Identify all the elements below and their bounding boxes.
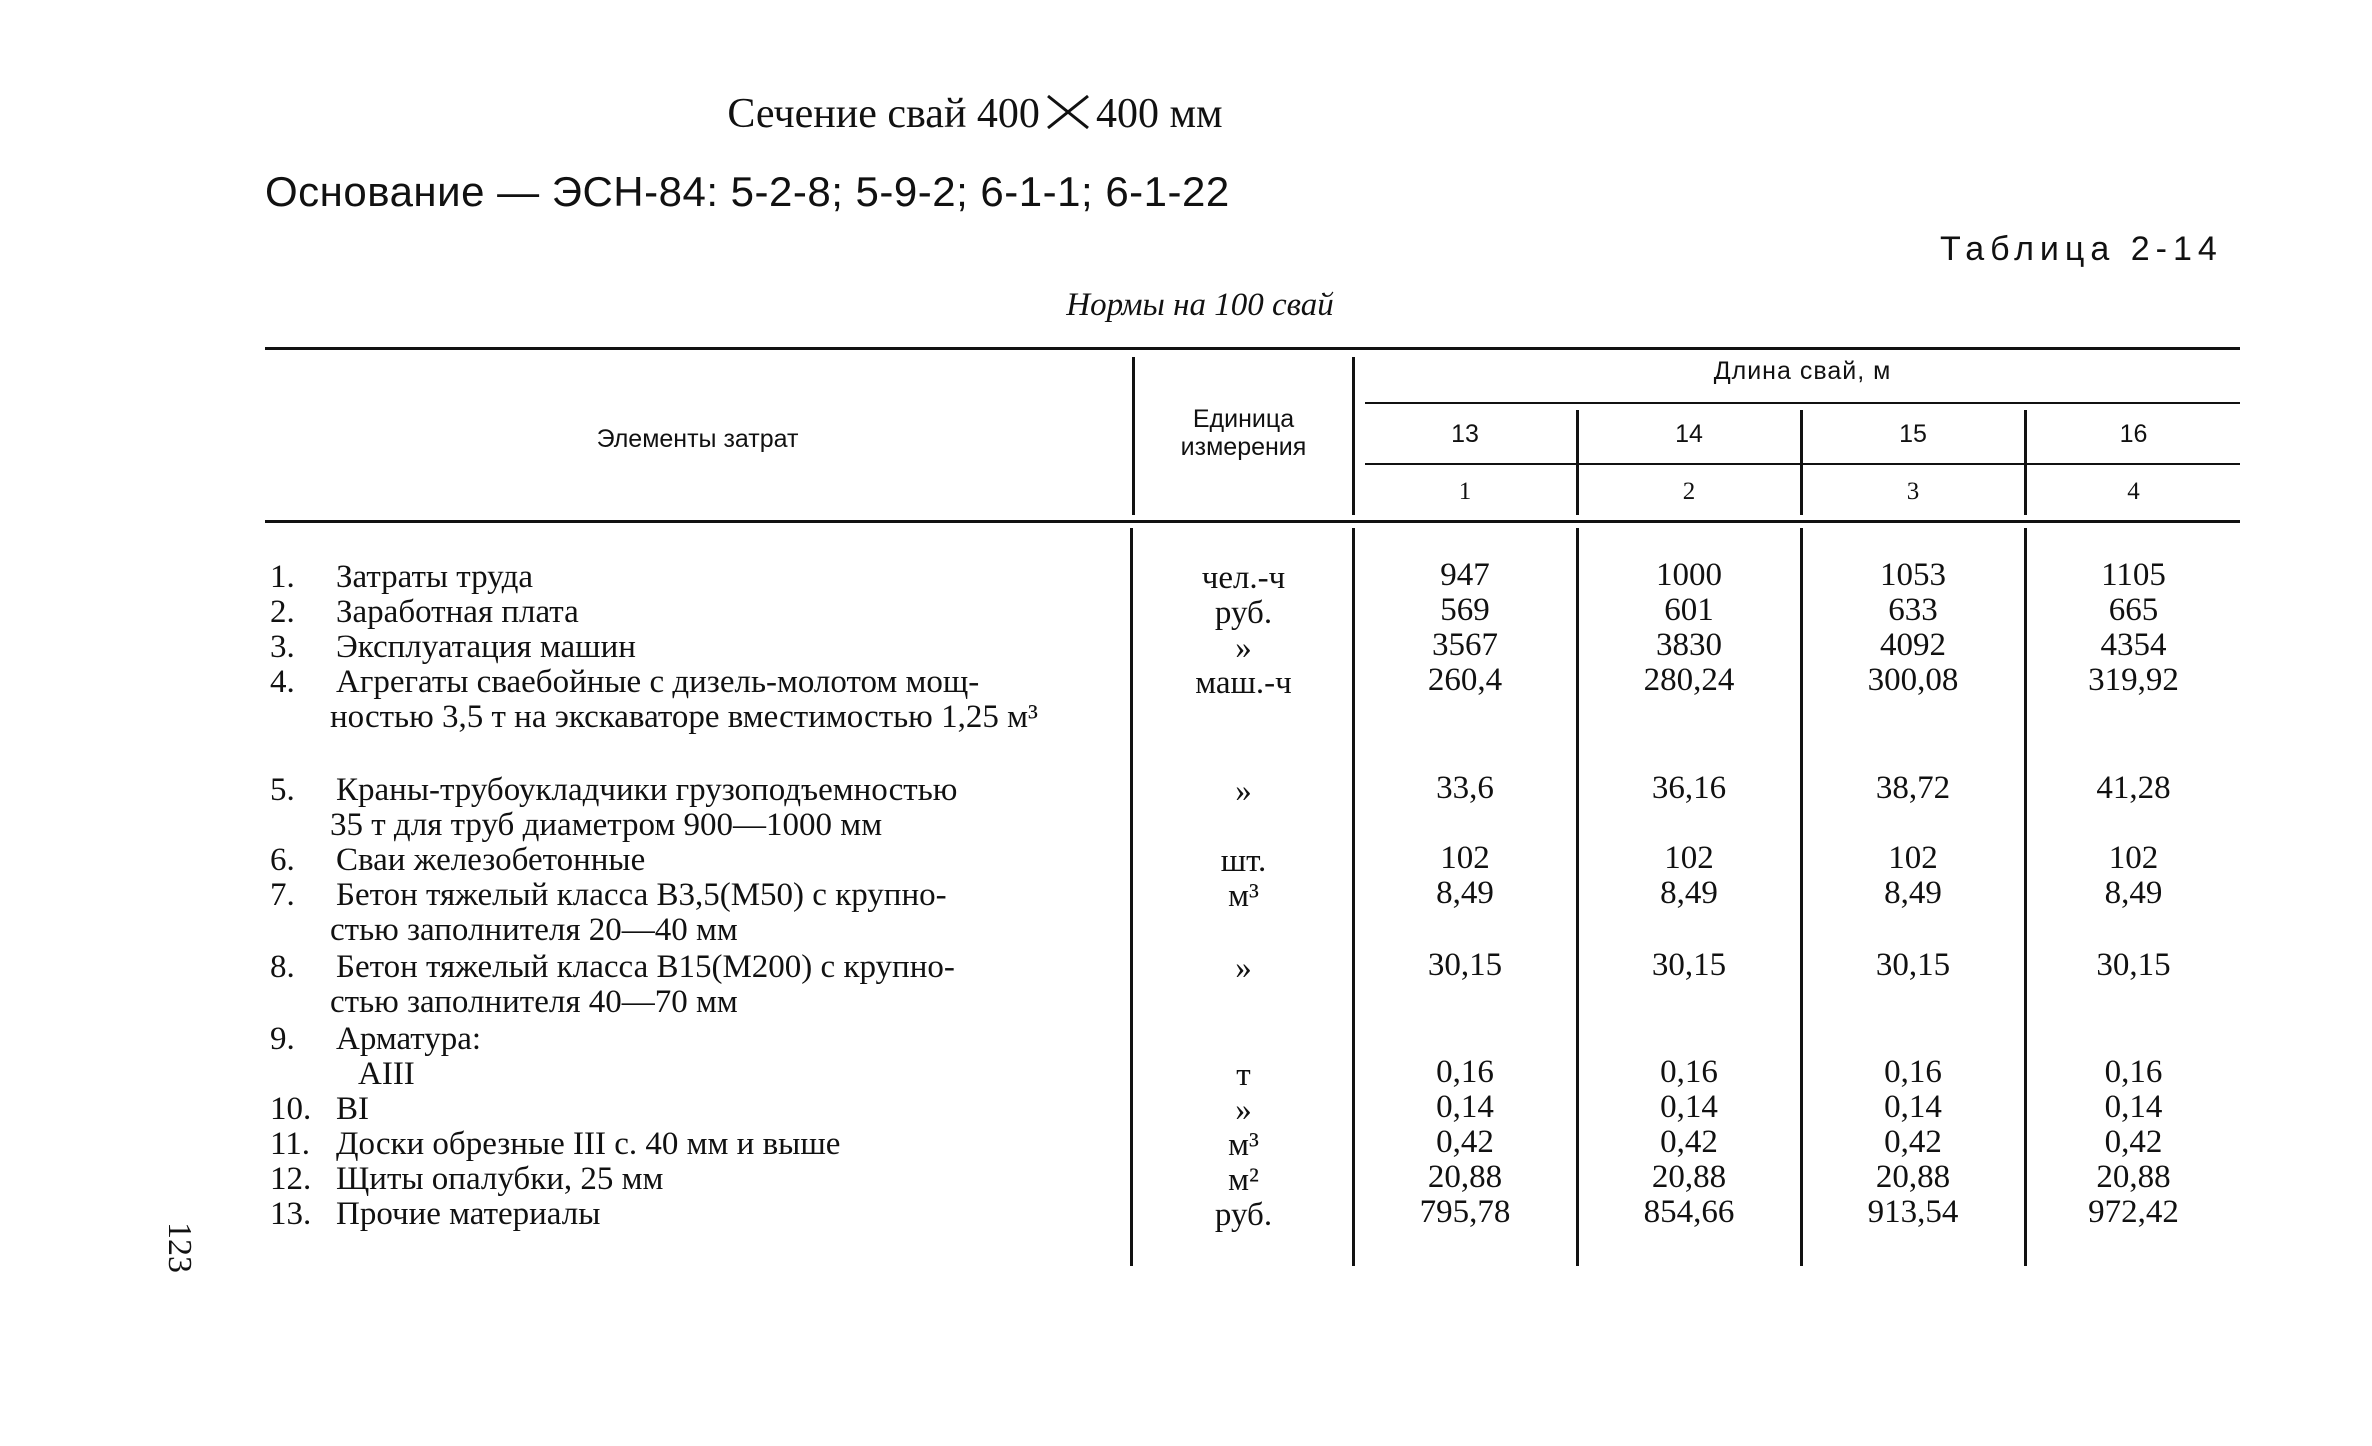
row-value: 8,49 xyxy=(1884,875,1942,911)
col-header-length: 14 xyxy=(1675,420,1703,448)
row-unit: » xyxy=(1235,950,1252,986)
row-number: 12. xyxy=(270,1161,312,1197)
row-value: 4092 xyxy=(1880,627,1946,663)
row-value: 0,14 xyxy=(1660,1089,1718,1125)
norms-caption: Нормы на 100 свай xyxy=(1066,287,1334,323)
row-value: 1000 xyxy=(1656,557,1722,593)
row-number: 10. xyxy=(270,1091,312,1127)
row-unit: шт. xyxy=(1220,843,1267,879)
row-number: 11. xyxy=(270,1126,311,1162)
row-unit: руб. xyxy=(1214,1197,1273,1233)
row-label: Затраты труда xyxy=(336,559,534,595)
row-value: 854,66 xyxy=(1643,1194,1735,1230)
row-value: 260,4 xyxy=(1427,662,1503,698)
row-value: 8,49 xyxy=(1436,875,1494,911)
row-label: Заработная плата xyxy=(336,594,579,630)
row-value: 913,54 xyxy=(1867,1194,1959,1230)
table-number: Таблица 2-14 xyxy=(1940,230,2223,268)
row-value: 0,42 xyxy=(1660,1124,1718,1160)
row-value: 1105 xyxy=(2101,557,2166,593)
row-label: Щиты опалубки, 25 мм xyxy=(336,1161,664,1197)
row-unit: м² xyxy=(1228,1162,1259,1198)
row-value: 3567 xyxy=(1432,627,1498,663)
row-value: 0,42 xyxy=(2104,1124,2163,1160)
row-label: Арматура: xyxy=(336,1021,482,1057)
row-number: 3. xyxy=(270,629,295,665)
body-divider-elements xyxy=(1130,528,1133,1266)
col-header-length-group: Длина свай, м xyxy=(1713,357,1892,385)
row-value: 33,6 xyxy=(1436,770,1494,806)
row-label: Доски обрезные III с. 40 мм и выше xyxy=(336,1126,841,1162)
row-value: 102 xyxy=(1888,840,1938,876)
table-row xyxy=(270,1162,1130,1197)
table-top-rule xyxy=(265,347,2240,350)
col-number: 3 xyxy=(1906,478,1920,505)
row-number: 1. xyxy=(270,559,295,595)
row-value: 601 xyxy=(1664,592,1714,628)
row-value: 300,08 xyxy=(1867,662,1959,698)
row-value: 972,42 xyxy=(2088,1194,2179,1230)
row-label: Бетон тяжелый класса B3,5(M50) с крупно- xyxy=(336,877,947,913)
row-number: 2. xyxy=(270,594,295,630)
table-row xyxy=(270,630,1130,665)
row-value: 569 xyxy=(1440,592,1490,628)
row-value: 30,15 xyxy=(1651,947,1727,983)
row-unit: м³ xyxy=(1228,1127,1259,1163)
table-row xyxy=(270,1022,1130,1057)
table-row xyxy=(270,950,1130,1020)
row-unit: » xyxy=(1235,773,1252,809)
page-title xyxy=(0,90,1950,138)
multiply-sign-icon xyxy=(1042,93,1094,131)
col-header-length: 15 xyxy=(1899,420,1927,448)
row-value: 20,88 xyxy=(1875,1159,1951,1195)
table-row xyxy=(270,843,1130,878)
row-number: 5. xyxy=(270,772,295,808)
col-number: 4 xyxy=(2127,478,2140,505)
col-number: 1 xyxy=(1458,478,1472,505)
table-row xyxy=(270,560,1130,595)
row-label: AIII xyxy=(358,1056,415,1092)
row-value: 30,15 xyxy=(1875,947,1951,983)
row-value: 3830 xyxy=(1656,627,1722,663)
row-value: 20,88 xyxy=(1651,1159,1727,1195)
row-value: 633 xyxy=(1888,592,1938,628)
row-value: 8,49 xyxy=(1660,875,1718,911)
row-value: 8,49 xyxy=(2104,875,2163,911)
row-value: 36,16 xyxy=(1651,770,1727,806)
header-bottom-rule xyxy=(265,520,2240,523)
page-number: 123 xyxy=(161,1222,198,1273)
table-row xyxy=(270,1057,1130,1092)
table-row xyxy=(270,1197,1130,1232)
col-header-elements: Элементы затрат xyxy=(596,425,799,453)
row-number: 13. xyxy=(270,1196,312,1232)
row-label: BI xyxy=(336,1091,369,1127)
row-number: 8. xyxy=(270,949,295,985)
row-value: 0,16 xyxy=(1436,1054,1494,1090)
row-value: 0,14 xyxy=(2104,1089,2163,1125)
row-value: 665 xyxy=(2108,592,2159,628)
row-value: 947 xyxy=(1440,557,1490,593)
row-value: 0,16 xyxy=(1884,1054,1942,1090)
table-row xyxy=(270,878,1130,948)
title-prefix: Сечение свай 400 xyxy=(727,91,1040,137)
row-value: 30,15 xyxy=(1427,947,1503,983)
row-unit: маш.-ч xyxy=(1195,665,1292,701)
row-value: 20,88 xyxy=(1427,1159,1503,1195)
row-unit: м³ xyxy=(1228,878,1259,914)
row-value: 0,14 xyxy=(1436,1089,1494,1125)
row-value: 0,42 xyxy=(1436,1124,1494,1160)
row-value: 0,16 xyxy=(2104,1054,2163,1090)
length-group-rule xyxy=(1365,402,2240,404)
table-row xyxy=(270,665,1130,735)
row-value: 795,78 xyxy=(1419,1194,1511,1230)
row-unit: чел.-ч xyxy=(1201,560,1286,596)
row-label-continuation: стью заполнителя 20—40 мм xyxy=(330,912,738,948)
row-label: Эксплуатация машин xyxy=(336,629,636,665)
row-value: 102 xyxy=(2108,840,2159,876)
row-unit: » xyxy=(1235,1092,1252,1128)
row-value: 0,14 xyxy=(1884,1089,1942,1125)
row-label: Краны-трубоукладчики грузоподъемностью xyxy=(336,772,958,808)
table-row xyxy=(270,1127,1130,1162)
row-label-continuation: 35 т для труб диаметром 900—1000 мм xyxy=(330,807,883,843)
row-value: 41,28 xyxy=(2096,770,2171,806)
row-value: 319,92 xyxy=(2088,662,2179,698)
row-unit: » xyxy=(1235,630,1252,666)
row-number: 7. xyxy=(270,877,295,913)
row-number: 4. xyxy=(270,664,295,700)
row-value: 102 xyxy=(1664,840,1714,876)
col-header-unit: Единица измерения xyxy=(1180,405,1307,461)
row-label: Агрегаты сваебойные с дизель-молотом мощ- xyxy=(336,664,980,700)
row-number: 9. xyxy=(270,1021,295,1057)
title-suffix: 400 мм xyxy=(1095,91,1223,137)
row-value: 1053 xyxy=(1880,557,1946,593)
row-value: 30,15 xyxy=(2096,947,2171,983)
table-row xyxy=(270,1092,1130,1127)
row-number: 6. xyxy=(270,842,295,878)
row-label: Прочие материалы xyxy=(336,1196,601,1232)
row-value: 0,42 xyxy=(1884,1124,1942,1160)
table-row xyxy=(270,595,1130,630)
row-label-continuation: стью заполнителя 40—70 мм xyxy=(330,984,738,1020)
row-label-continuation: ностью 3,5 т на экскаваторе вместимостью 1,25 м³ xyxy=(330,699,1038,735)
col-header-length: 16 xyxy=(2119,420,2148,448)
row-label: Бетон тяжелый класса B15(M200) с крупно- xyxy=(336,949,955,985)
row-value: 0,16 xyxy=(1660,1054,1718,1090)
row-value: 102 xyxy=(1440,840,1490,876)
row-unit: руб. xyxy=(1214,595,1273,631)
col-header-length: 13 xyxy=(1451,420,1479,448)
basis-line: Основание — ЭСН-84: 5-2-8; 5-9-2; 6-1-1; 6-1-22 xyxy=(265,168,1230,215)
row-value: 38,72 xyxy=(1875,770,1951,806)
row-label: Сваи железобетонные xyxy=(336,842,646,878)
table-row xyxy=(270,773,1130,843)
col-number: 2 xyxy=(1682,478,1696,505)
row-value: 20,88 xyxy=(2096,1159,2171,1195)
row-value: 280,24 xyxy=(1643,662,1735,698)
row-value: 4354 xyxy=(2100,627,2167,663)
row-unit: т xyxy=(1236,1057,1251,1093)
